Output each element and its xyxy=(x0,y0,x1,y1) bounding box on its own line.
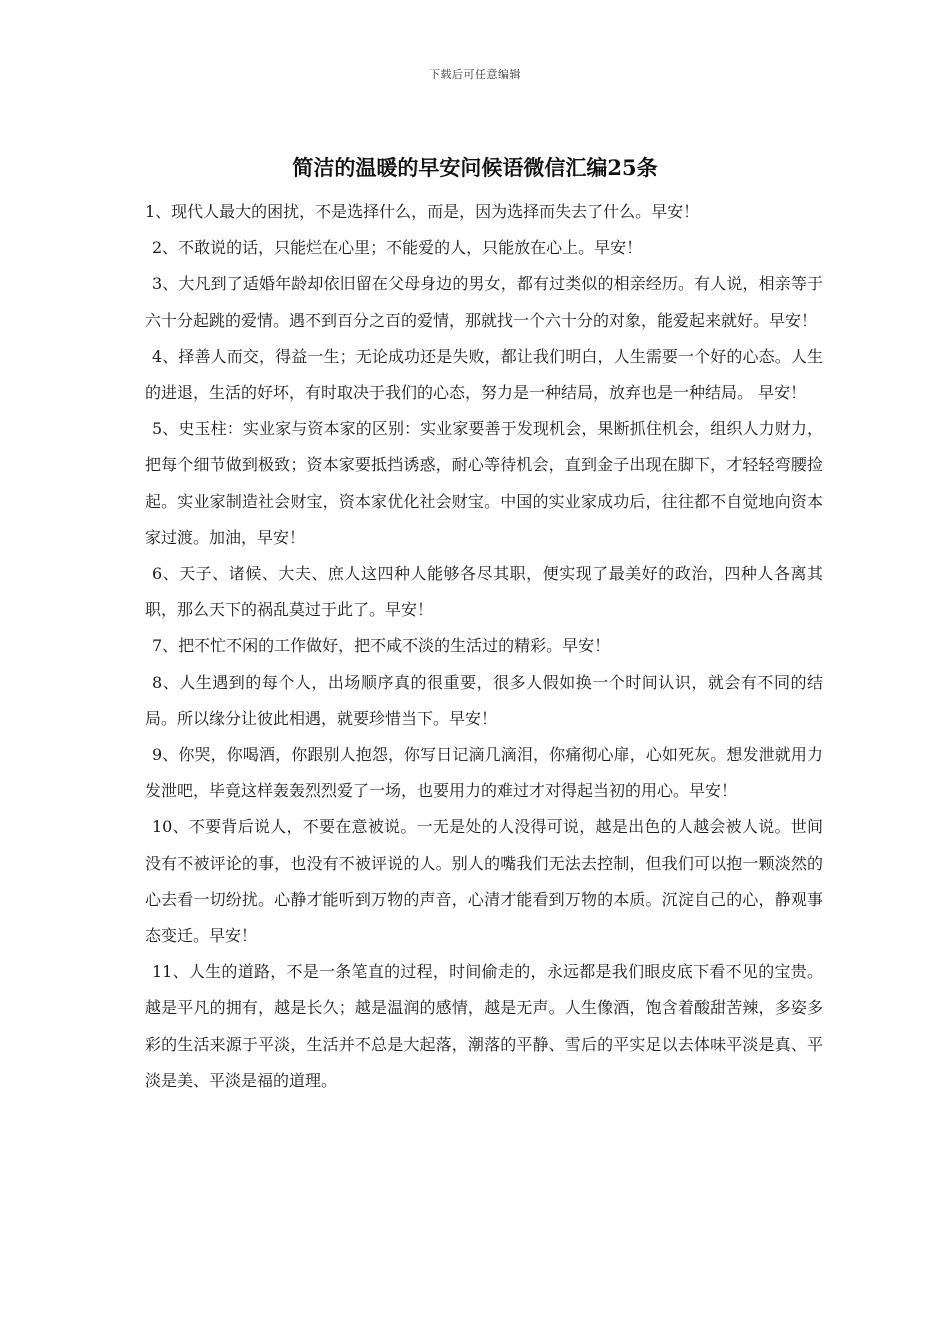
paragraph-6: 6、天子、诸候、大夫、庶人这四种人能够各尽其职，便实现了最美好的政治，四种人各离其职，那么天下的祸乱莫过于此了。早安！ xyxy=(145,564,823,620)
document-title: 简洁的温暖的早安问候语微信汇编25条 xyxy=(292,155,658,180)
paragraph-7: 7、把不忙不闲的工作做好，把不咸不淡的生活过的精彩。早安！ xyxy=(152,636,611,656)
paragraph-3: 3、大凡到了适婚年龄却依旧留在父母身边的男女，都有过类似的相亲经历。有人说，相亲等于六十分起跳的爱情。遇不到百分之百的爱情，那就找一个六十分的对象，能爱起来就好。早安！ xyxy=(145,274,823,330)
paragraph-1: 1、现代人最大的困扰，不是选择什么，而是，因为选择而失去了什么。早安！ xyxy=(145,202,700,221)
page-header-note: 下载后可任意编辑 xyxy=(429,68,521,81)
paragraph-10: 10、不要背后说人，不要在意被说。一无是处的人没得可说，越是出色的人越会被人说。世间没有不被评论的事，也没有不被评说的人。别人的嘴我们无法去控制，但我们可以抱一颗淡然的心去看一切纷扰。心静才能听到万物的声音，心清才能看到万物的本质。沉淀自己的心，静观事态变迁。早安！ xyxy=(145,817,823,946)
paragraph-5: 5、史玉柱：实业家与资本家的区别：实业家要善于发现机会，果断抓住机会，组织人力财力，把每个细节做到极致；资本家要抵挡诱惑，耐心等待机会，直到金子出现在脚下，才轻轻弯腰捡起。实业家制造社会财宝，资本家优化社会财宝。中国的实业家成功后，往往都不自觉地向资本家过渡。加油，早安！ xyxy=(145,419,823,547)
paragraph-8: 8、人生遇到的每个人，出场顺序真的很重要，很多人假如换一个时间认识，就会有不同的结局。所以缘分让彼此相遇，就要珍惜当下。早安！ xyxy=(145,672,823,728)
document-body xyxy=(145,194,823,1099)
paragraph-9: 9、你哭，你喝酒，你跟别人抱怨，你写日记滴几滴泪，你痛彻心扉，心如死灰。想发泄就用力发泄吧，毕竟这样轰轰烈烈爱了一场，也要用力的难过才对得起当初的用心。早安！ xyxy=(145,745,823,801)
paragraph-2: 2、不敢说的话，只能烂在心里；不能爱的人，只能放在心上。早安！ xyxy=(152,238,643,258)
paragraph-11: 11、人生的道路，不是一条笔直的过程，时间偷走的，永远都是我们眼皮底下看不见的宝贵。 越是平凡的拥有，越是长久；越是温润的感情，越是无声。人生像酒，饱含着酸甜苦辣，多姿多彩的生活来源于平淡，生活并不总是大起落，潮落的平静、雪后的平实足以去体味平淡是真、平淡是美、平淡是福的道理。 xyxy=(145,962,823,1090)
paragraph-4: 4、择善人而交，得益一生；无论成功还是失败，都让我们明白，人生需要一个好的心态。人生的进退，生活的好坏，有时取决于我们的心态，努力是一种结局，放弃也是一种结局。 早安！ xyxy=(145,346,823,403)
